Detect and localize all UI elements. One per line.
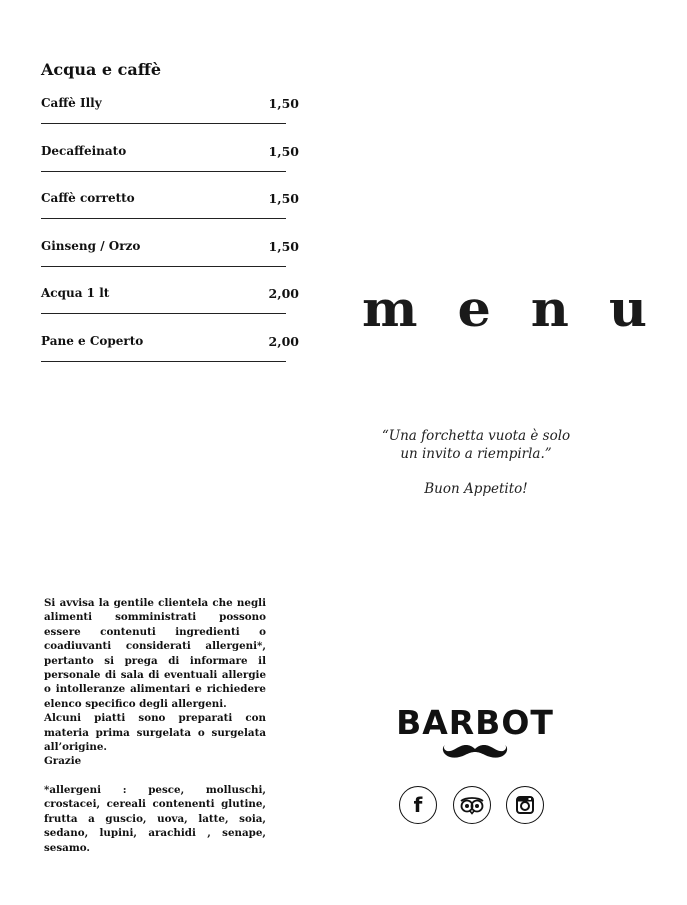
divider bbox=[41, 123, 286, 124]
item-name: Caffè Illy bbox=[41, 96, 102, 110]
quote-line: un invito a riempirla.” bbox=[400, 446, 552, 462]
divider bbox=[41, 218, 286, 219]
social-links bbox=[399, 786, 547, 826]
instagram-icon[interactable] bbox=[506, 786, 544, 824]
item-price: 1,50 bbox=[268, 191, 299, 207]
mustache-icon bbox=[442, 743, 508, 765]
divider bbox=[41, 313, 286, 314]
notice-thanks: Grazie bbox=[44, 755, 82, 768]
item-name: Decaffeinato bbox=[41, 143, 127, 158]
menu-item bbox=[41, 239, 299, 287]
item-price: 2,00 bbox=[268, 333, 299, 349]
greeting: Buon Appetito! bbox=[424, 481, 528, 497]
facebook-icon[interactable]: f bbox=[399, 786, 437, 824]
divider bbox=[41, 361, 286, 362]
menu-item bbox=[41, 191, 299, 239]
item-name: Acqua 1 lt bbox=[41, 286, 110, 301]
item-price: 1,50 bbox=[268, 238, 299, 254]
quote-line: “Una forchetta vuota è solo bbox=[381, 428, 571, 444]
menu-item bbox=[41, 96, 299, 144]
item-name: Caffè corretto bbox=[41, 191, 135, 206]
item-price: 2,00 bbox=[268, 286, 299, 302]
notice-frozen: Alcuni piatti sono preparati con materia prima surgelata o surgelata all’origine. bbox=[44, 712, 266, 754]
divider bbox=[41, 171, 286, 172]
menu-title: menu bbox=[362, 279, 687, 338]
item-name: Pane e Coperto bbox=[41, 333, 144, 348]
menu-item bbox=[41, 286, 299, 334]
item-name: Ginseng / Orzo bbox=[41, 238, 141, 253]
menu-item bbox=[41, 334, 299, 382]
brand-name: BARBOT bbox=[396, 703, 554, 742]
quote bbox=[360, 427, 592, 463]
item-price: 1,50 bbox=[268, 143, 299, 159]
allergen-notice bbox=[44, 596, 266, 855]
brand-logo bbox=[380, 703, 570, 765]
item-price: 1,50 bbox=[268, 96, 299, 111]
tripadvisor-icon[interactable] bbox=[453, 786, 491, 824]
menu-item bbox=[41, 144, 299, 192]
section-title: Acqua e caffè bbox=[41, 60, 162, 79]
price-list bbox=[41, 96, 299, 382]
divider bbox=[41, 266, 286, 267]
notice-text: Si avvisa la gentile clientela che negli alimenti somministrati possono essere contenuti ingredienti o coadiuvanti considerati allergeni*, pertanto si prega di informare il personale di sala di eventuali allergie o intolleranze alimentari e richiedere elenco specifico degli allergeni. bbox=[44, 597, 266, 710]
allergen-list: *allergeni : pesce, molluschi, crostacei, cereali contenenti glutine, frutta a guscio, uova, latte, soia, sedano, lupini, arachidi , senape, sesamo. bbox=[44, 783, 266, 854]
